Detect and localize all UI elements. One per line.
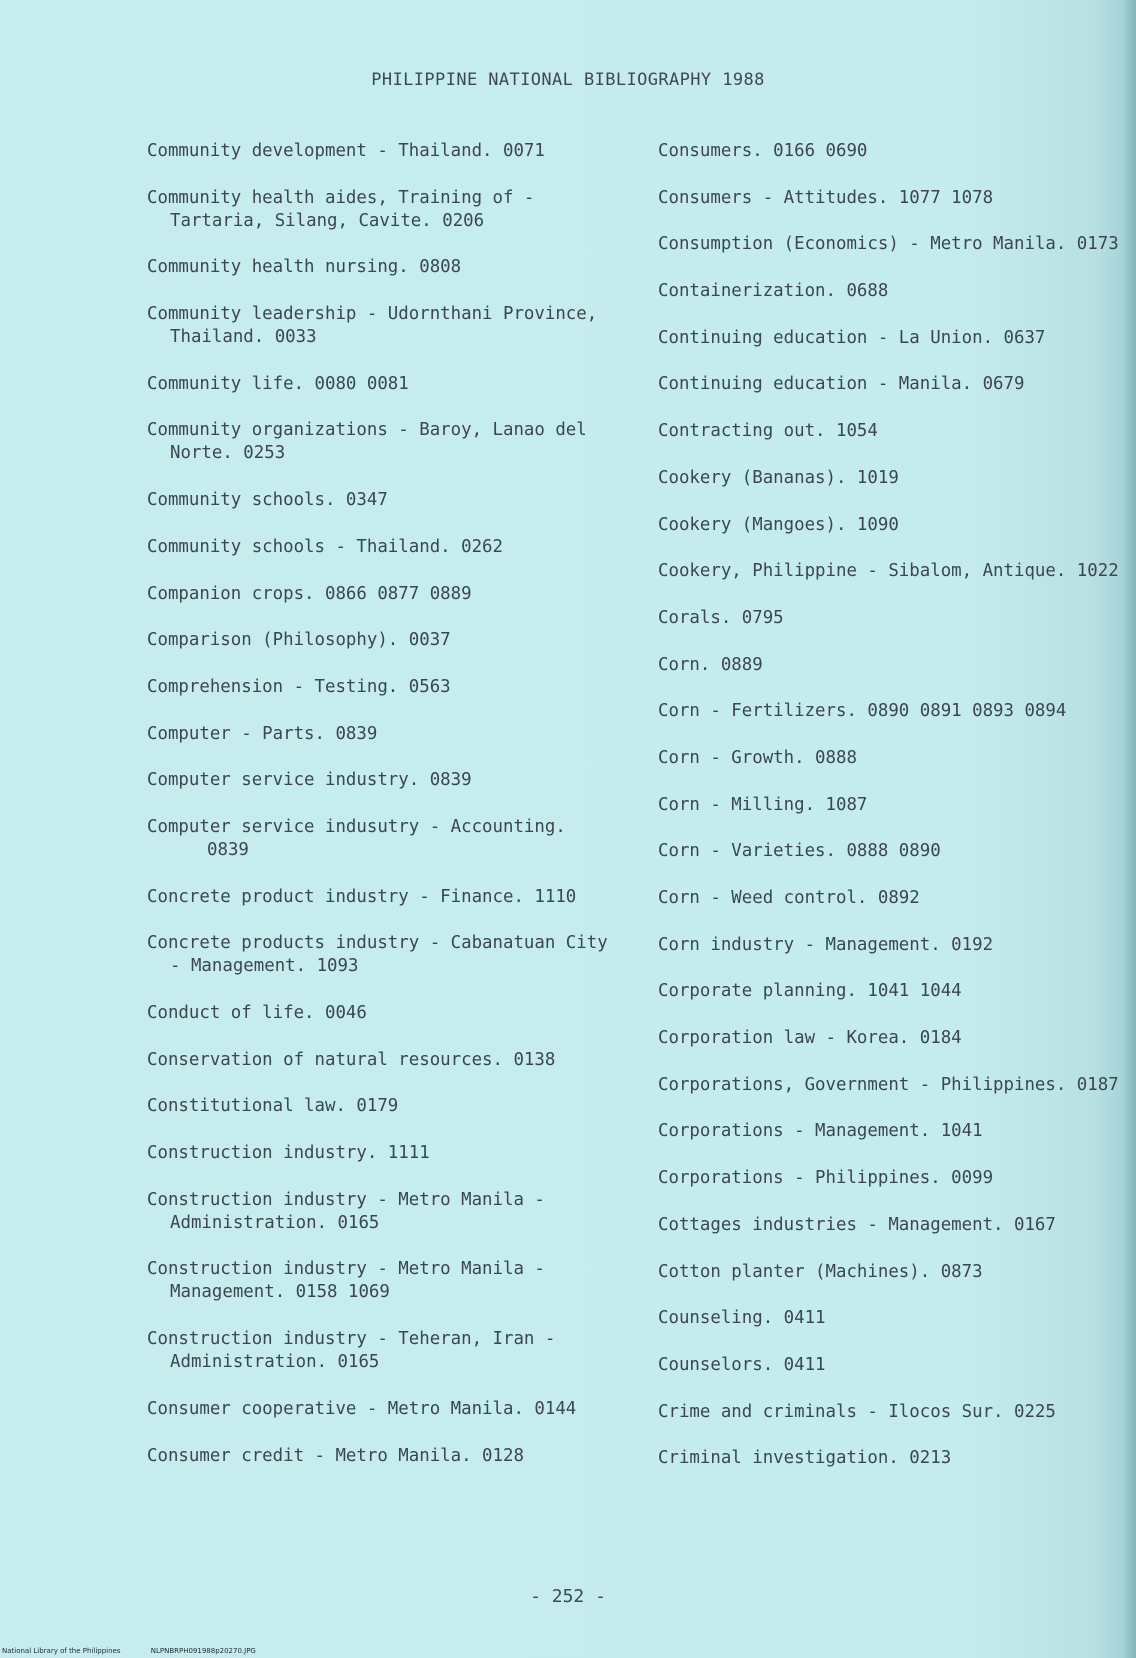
index-entry: Community organizations - Baroy, Lanao del Norte. 0253	[147, 420, 598, 464]
index-entry: Community health aides, Training of - Tartaria, Silang, Cavite. 0206	[147, 187, 545, 231]
index-entry: Corn - Weed control. 0892	[658, 888, 920, 908]
index-entry: Corporations, Government - Philippines. 0187	[658, 1074, 1119, 1095]
index-entry: Community life. 0080 0081	[147, 373, 409, 394]
index-entry: Cookery, Philippine - Sibalom, Antique. 1022	[658, 561, 1119, 582]
index-entry: Construction industry - Metro Manila - Administration. 0165	[147, 1189, 556, 1233]
index-entry: Crime and criminals - Ilocos Sur. 0225	[658, 1401, 1056, 1422]
index-entry: Cookery (Bananas). 1019	[658, 467, 899, 488]
index-entry: Concrete products industry - Cabanatuan City - Management. 1093	[147, 933, 619, 977]
index-entry: Consumers - Attitudes. 1077 1078	[658, 187, 994, 208]
index-entry: Corporations - Management. 1041	[658, 1121, 983, 1142]
index-entry: Computer service indusutry - Accounting. 0839	[147, 816, 577, 860]
index-entry: Continuing education - La Union. 0637	[658, 327, 1046, 348]
index-entry: Companion crops. 0866 0877 0889	[147, 583, 472, 604]
index-entry: Comprehension - Testing. 0563	[147, 676, 451, 697]
index-entry: Corn - Varieties. 0888 0890	[658, 841, 941, 862]
index-entry: Consumption (Economics) - Metro Manila. 0173	[658, 234, 1119, 255]
page-header: PHILIPPINE NATIONAL BIBLIOGRAPHY 1988	[371, 70, 765, 90]
index-entry: Construction industry. 1111	[147, 1143, 430, 1164]
index-entry: Constitutional law. 0179	[147, 1096, 399, 1117]
left-column-index	[147, 140, 617, 1491]
index-entry: Concrete product industry - Finance. 1110	[147, 886, 577, 907]
index-entry: Corporation law - Korea. 0184	[658, 1028, 962, 1049]
index-entry: Computer - Parts. 0839	[147, 723, 378, 744]
index-entry: Criminal investigation. 0213	[658, 1448, 952, 1469]
index-entry: Construction industry - Teheran, Iran - Administration. 0165	[147, 1329, 566, 1373]
scan-footer	[2, 1647, 284, 1655]
index-entry: Corn. 0889	[658, 654, 763, 675]
footer-library: National Library of the Philippines	[2, 1647, 121, 1655]
index-entry: Corn - Growth. 0888	[658, 747, 857, 768]
index-entry: Community health nursing. 0808	[147, 257, 462, 278]
index-entry: Computer service industry. 0839	[147, 770, 472, 791]
index-entry: Cookery (Mangoes). 1090	[658, 514, 899, 535]
index-entry: Construction industry - Metro Manila - Management. 0158 1069	[147, 1259, 556, 1303]
index-entry: Consumer cooperative - Metro Manila. 0144	[147, 1398, 577, 1419]
index-entry: Consumers. 0166 0690	[658, 141, 868, 161]
index-entry: Counseling. 0411	[658, 1308, 826, 1329]
index-entry: Cotton planter (Machines). 0873	[658, 1261, 983, 1282]
index-entry: Counselors. 0411	[658, 1354, 826, 1375]
index-entry: Cottages industries - Management. 0167	[658, 1214, 1056, 1235]
index-entry: Conduct of life. 0046	[147, 1003, 367, 1023]
index-entry: Conservation of natural resources. 0138	[147, 1049, 556, 1070]
index-entry: Community schools - Thailand. 0262	[147, 536, 503, 557]
footer-file-id: NLPNBRPH091988p20270.JPG	[150, 1647, 256, 1655]
index-entry: Corn - Milling. 1087	[658, 794, 868, 815]
index-entry: Community leadership - Udornthani Province, Thailand. 0033	[147, 304, 608, 348]
index-entry: Comparison (Philosophy). 0037	[147, 630, 451, 651]
index-entry: Contracting out. 1054	[658, 421, 878, 442]
index-entry: Community schools. 0347	[147, 490, 388, 511]
index-entry: Consumer credit - Metro Manila. 0128	[147, 1445, 524, 1466]
index-entry: Corporations - Philippines. 0099	[658, 1168, 994, 1189]
index-entry: Corn - Fertilizers. 0890 0891 0893 0894	[658, 701, 1067, 722]
index-entry: Corals. 0795	[658, 607, 784, 628]
index-entry: Corporate planning. 1041 1044	[658, 981, 962, 1002]
index-entry: Community development - Thailand. 0071	[147, 141, 545, 161]
index-entry: Continuing education - Manila. 0679	[658, 374, 1025, 395]
index-entry: Containerization. 0688	[658, 281, 889, 302]
index-entry: Corn industry - Management. 0192	[658, 934, 994, 955]
right-column-index	[658, 140, 1128, 1494]
page-number: - 252 -	[530, 1586, 606, 1607]
